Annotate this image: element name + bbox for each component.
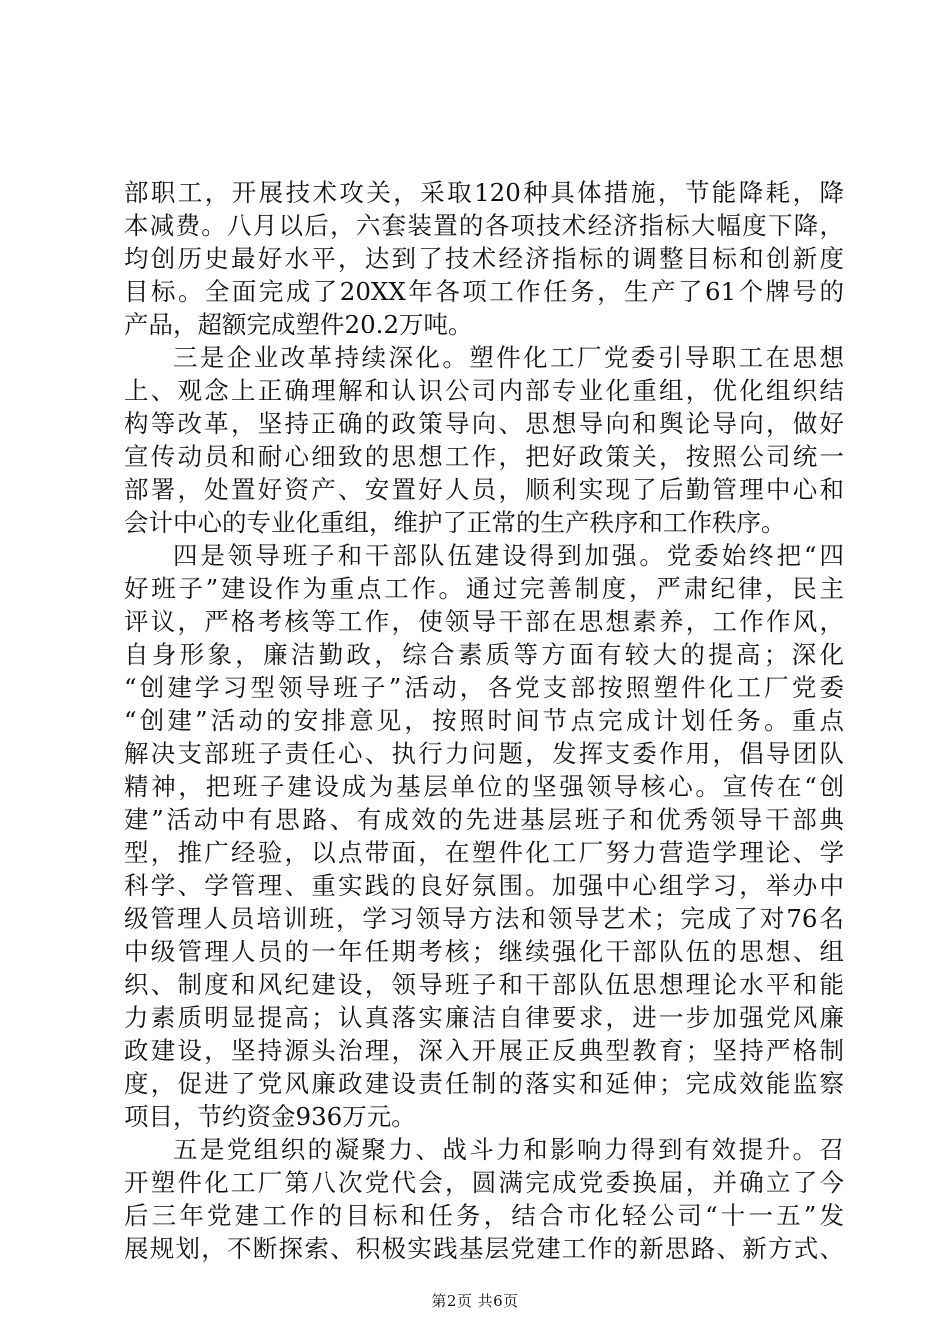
text-line: 上、观念上正确理解和认识公司内部专业化重组，优化组织结 [124, 376, 844, 405]
text-line: 型，推广经验，以点带面，在塑件化工厂努力营造学理论、学 [124, 838, 844, 867]
text-line: 政建设，坚持源头治理，深入开展正反典型教育；坚持严格制 [124, 1036, 844, 1065]
text-line: 会计中心的专业化重组，维护了正常的生产秩序和工作秩序。 [124, 508, 786, 537]
paragraph [124, 1133, 844, 1265]
text-line: 中级管理人员的一年任期考核；继续强化干部队伍的思想、组 [124, 937, 844, 966]
text-line: 项目，节约资金936万元。 [124, 1102, 416, 1131]
text-line: 本减费。八月以后，六套装置的各项技术经济指标大幅度下降， [124, 211, 844, 240]
text-line: “创建”活动的安排意见，按照时间节点完成计划任务。重点 [124, 706, 844, 735]
text-line: 部署，处置好资产、安置好人员，顺利实现了后勤管理中心和 [124, 475, 844, 504]
text-line: 后三年党建工作的目标和任务，结合市化轻公司“十一五”发 [124, 1201, 844, 1230]
text-line: 好班子”建设作为重点工作。通过完善制度，严肃纪律，民主 [124, 574, 844, 603]
text-line: 构等改革，坚持正确的政策导向、思想导向和舆论导向，做好 [124, 409, 844, 438]
text-line: 织、制度和风纪建设，领导班子和干部队伍思想理论水平和能 [124, 970, 844, 999]
text-line: 级管理人员培训班，学习领导方法和领导艺术；完成了对76名 [124, 904, 844, 933]
text-line: 建”活动中有思路、有成效的先进基层班子和优秀领导干部典 [124, 805, 844, 834]
text-line: 科学、学管理、重实践的良好氛围。加强中心组学习，举办中 [124, 871, 844, 900]
text-line: 精神，把班子建设成为基层单位的坚强领导核心。宣传在“创 [124, 772, 844, 801]
text-line: 均创历史最好水平，达到了技术经济指标的调整目标和创新度 [124, 244, 844, 273]
text-line: 自身形象，廉洁勤政，综合素质等方面有较大的提高；深化 [124, 640, 844, 669]
text-line: 部职工，开展技术攻关，采取120种具体措施，节能降耗，降 [124, 178, 844, 207]
text-line: 四是领导班子和干部队伍建设得到加强。党委始终把“四 [173, 541, 844, 570]
text-line: 三是企业改革持续深化。塑件化工厂党委引导职工在思想 [173, 343, 844, 372]
text-line: 度，促进了党风廉政建设责任制的落实和延伸；完成效能监察 [124, 1069, 844, 1098]
text-line: 力素质明显提高；认真落实廉洁自律要求，进一步加强党风廉 [124, 1003, 844, 1032]
text-line: 产品，超额完成塑件20.2万吨。 [124, 310, 473, 339]
page-footer: 第2页 共6页 [431, 1292, 519, 1310]
paragraph [124, 341, 844, 539]
text-line: 目标。全面完成了20XX年各项工作任务，生产了61个牌号的 [124, 277, 844, 306]
paragraph [124, 176, 844, 341]
text-line: “创建学习型领导班子”活动，各党支部按照塑件化工厂党委 [124, 673, 844, 702]
text-line: 评议，严格考核等工作，使领导干部在思想素养，工作作风， [124, 607, 844, 636]
text-line: 五是党组织的凝聚力、战斗力和影响力得到有效提升。召 [173, 1135, 844, 1164]
text-line: 解决支部班子责任心、执行力问题，发挥支委作用，倡导团队 [124, 739, 844, 768]
document-body [124, 176, 844, 1265]
text-line: 开塑件化工厂第八次党代会，圆满完成党委换届，并确立了今 [124, 1168, 844, 1197]
paragraph [124, 539, 844, 1133]
text-line: 展规划，不断探索、积极实践基层党建工作的新思路、新方式、 [124, 1234, 844, 1263]
text-line: 宣传动员和耐心细致的思想工作，把好政策关，按照公司统一 [124, 442, 844, 471]
